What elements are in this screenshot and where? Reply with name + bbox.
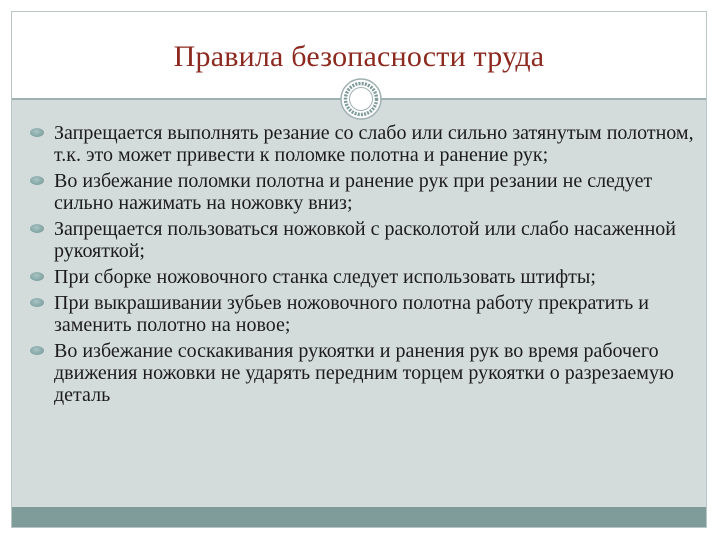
bullet-list — [30, 122, 700, 410]
bullet-item — [30, 170, 700, 214]
bullet-text: Запрещается пользоваться ножовкой с расколотой или слабо насаженной рукояткой; — [54, 218, 676, 262]
oval-bullet-icon — [30, 176, 44, 185]
oval-bullet-icon — [30, 298, 44, 307]
bullet-text: Запрещается выполнять резание со слабо или сильно затянутым полотном, т.к. это может привести к поломке полотна и ранение рук; — [54, 122, 694, 166]
bullet-item — [30, 266, 700, 288]
oval-bullet-icon — [30, 346, 44, 355]
bullet-text: При сборке ножовочного станка следует использовать штифты; — [54, 266, 596, 288]
footer-bar — [12, 507, 706, 527]
oval-bullet-icon — [30, 272, 44, 281]
bullet-item — [30, 292, 700, 336]
bullet-text: Во избежание соскакивания рукоятки и ранения рук во время рабочего движения ножовки не ударять передним торцем рукоятки о разрезаемую деталь — [54, 340, 674, 406]
circle-ornament-icon — [340, 78, 382, 120]
bullet-text: Во избежание поломки полотна и ранение рук при резании не следует сильно нажимать на ножовку вниз; — [54, 170, 653, 214]
bullet-text: При выкрашивании зубьев ножовочного полотна работу прекратить и заменить полотно на новое; — [54, 292, 649, 336]
bullet-item — [30, 122, 700, 166]
slide-title: Правила безопасности труда — [173, 40, 545, 73]
slide-frame — [11, 11, 707, 528]
bullet-item — [30, 340, 700, 406]
oval-bullet-icon — [30, 128, 44, 137]
oval-bullet-icon — [30, 224, 44, 233]
bullet-item — [30, 218, 700, 262]
